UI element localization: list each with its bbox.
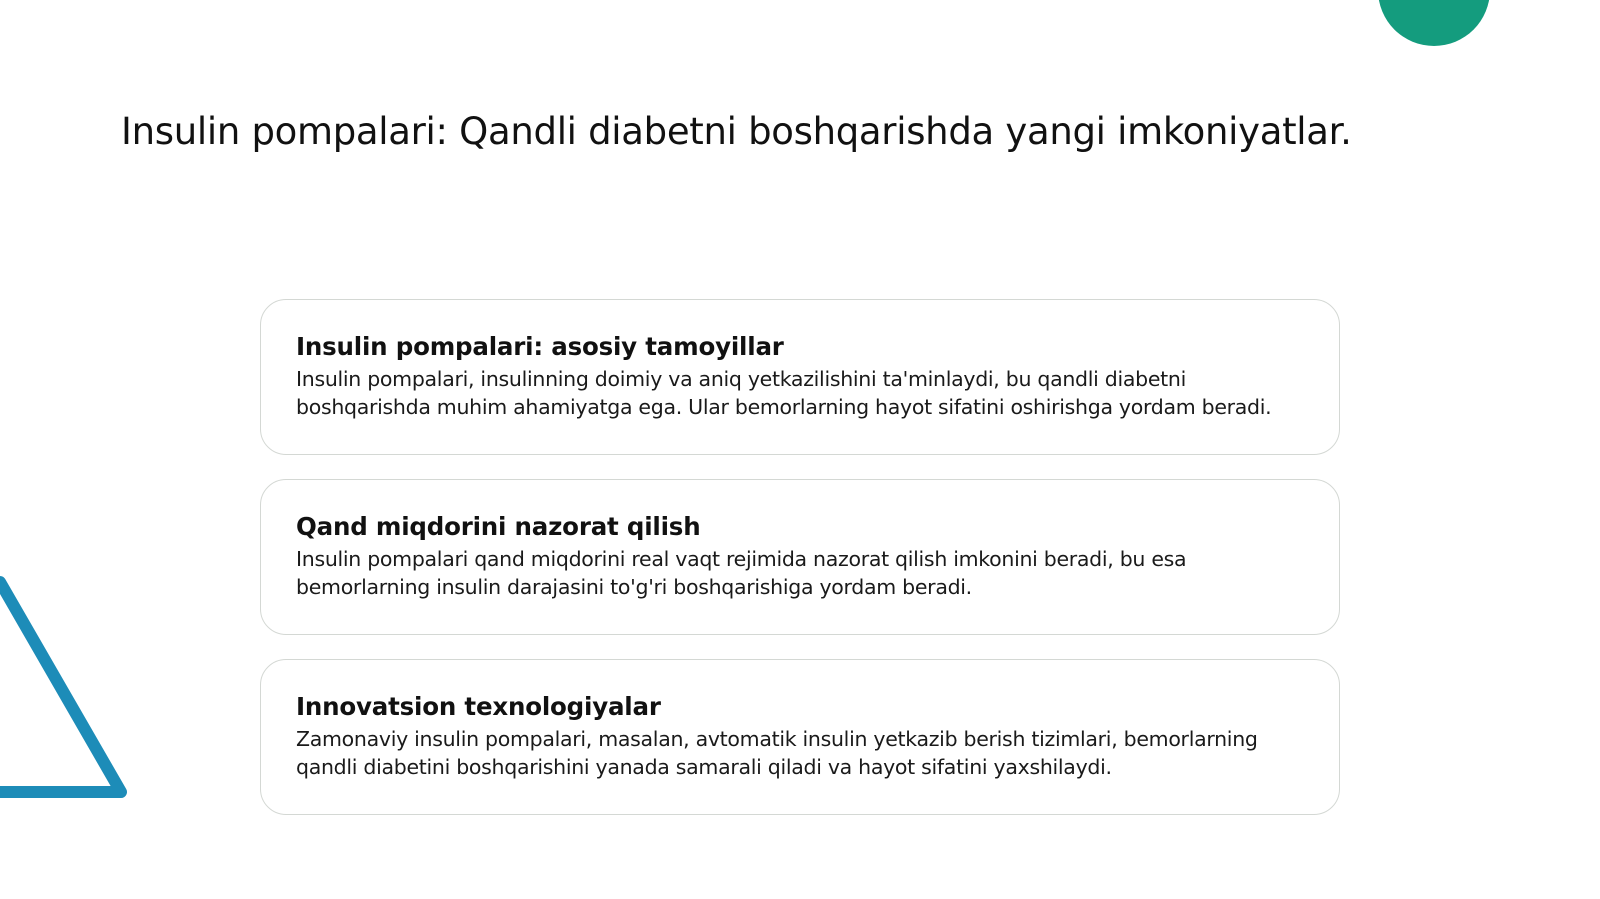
- card-basic-principles: [260, 299, 1340, 455]
- card-heading: Innovatsion texnologiyalar: [296, 692, 661, 721]
- card-glucose-control: [260, 479, 1340, 635]
- decorative-circle: [1378, 0, 1490, 46]
- card-heading: Insulin pompalari: asosiy tamoyillar: [296, 332, 784, 361]
- decorative-triangle: [0, 560, 140, 820]
- card-heading: Qand miqdorini nazorat qilish: [296, 512, 701, 541]
- card-text: Insulin pompalari, insulinning doimiy va aniq yetkazilishini ta'minlaydi, bu qandli diabetni boshqarishda muhim ahamiyatga ega. Ular bemorlarning hayot sifatini oshirishga yordam beradi.: [296, 367, 1272, 419]
- card-text: Insulin pompalari qand miqdorini real vaqt rejimida nazorat qilish imkonini beradi, bu esa bemorlarning insulin darajasini to'g'ri boshqarishiga yordam beradi.: [296, 547, 1187, 599]
- slide-title: Insulin pompalari: Qandli diabetni boshqarishda yangi imkoniyatlar.: [121, 110, 1352, 153]
- card-innovative-technologies: [260, 659, 1340, 815]
- card-text: Zamonaviy insulin pompalari, masalan, avtomatik insulin yetkazib berish tizimlari, bemorlarning qandli diabetini boshqarishini yanada samarali qiladi va hayot sifatini yaxshilaydi.: [296, 727, 1258, 779]
